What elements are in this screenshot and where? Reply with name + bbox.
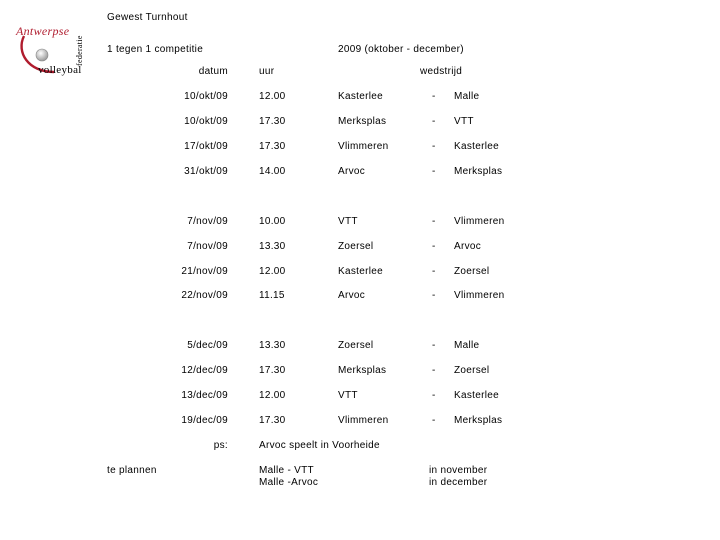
match-separator: - (432, 290, 436, 301)
match-time: 13.30 (259, 241, 286, 252)
match-away-team: Merksplas (454, 166, 503, 177)
match-separator: - (432, 365, 436, 376)
match-away-team: VTT (454, 116, 474, 127)
column-header-date: datum (198, 66, 228, 77)
region-title: Gewest Turnhout (107, 12, 188, 23)
match-date: 17/okt/09 (184, 141, 228, 152)
match-home-team: Vlimmeren (338, 141, 389, 152)
planning-label: te plannen (107, 465, 157, 476)
match-home-team: Kasterlee (338, 91, 383, 102)
match-separator: - (432, 266, 436, 277)
match-away-team: Arvoc (454, 241, 482, 252)
match-time: 12.00 (259, 91, 286, 102)
match-away-team: Malle (454, 340, 480, 351)
match-home-team: VTT (338, 390, 358, 401)
match-date: 10/okt/09 (184, 116, 228, 127)
match-separator: - (432, 340, 436, 351)
logo-line2: volleybal (38, 64, 82, 76)
planning-when-1: in november (429, 465, 488, 476)
match-time: 17.30 (259, 141, 286, 152)
match-home-team: Arvoc (338, 290, 366, 301)
match-date: 21/nov/09 (181, 266, 228, 277)
logo-line1: Antwerpse (16, 24, 70, 38)
match-time: 13.30 (259, 340, 286, 351)
match-home-team: Vlimmeren (338, 415, 389, 426)
match-date: 7/nov/09 (187, 241, 228, 252)
match-separator: - (432, 216, 436, 227)
match-home-team: Merksplas (338, 365, 387, 376)
match-separator: - (432, 390, 436, 401)
match-separator: - (432, 141, 436, 152)
match-home-team: VTT (338, 216, 358, 227)
match-date: 13/dec/09 (181, 390, 228, 401)
note-text: Arvoc speelt in Voorheide (259, 440, 380, 451)
match-home-team: Kasterlee (338, 266, 383, 277)
match-separator: - (432, 415, 436, 426)
match-date: 31/okt/09 (184, 166, 228, 177)
season-title: 2009 (oktober - december) (338, 44, 464, 55)
match-away-team: Merksplas (454, 415, 503, 426)
match-time: 12.00 (259, 390, 286, 401)
competition-title: 1 tegen 1 competitie (107, 44, 204, 55)
match-away-team: Zoersel (454, 365, 490, 376)
match-date: 19/dec/09 (181, 415, 228, 426)
match-home-team: Zoersel (338, 340, 374, 351)
planning-when-2: in december (429, 477, 488, 488)
match-home-team: Arvoc (338, 166, 366, 177)
match-date: 22/nov/09 (181, 290, 228, 301)
match-home-team: Merksplas (338, 116, 387, 127)
match-away-team: Vlimmeren (454, 290, 505, 301)
match-separator: - (432, 91, 436, 102)
match-time: 17.30 (259, 415, 286, 426)
match-time: 10.00 (259, 216, 286, 227)
note-label: ps: (213, 440, 228, 451)
match-separator: - (432, 241, 436, 252)
column-header-time: uur (259, 66, 275, 77)
column-header-match: wedstrijd (420, 66, 463, 77)
federation-logo (14, 22, 90, 80)
volleyball-icon (36, 49, 48, 61)
match-away-team: Kasterlee (454, 141, 499, 152)
planning-match-1: Malle - VTT (259, 465, 314, 476)
match-home-team: Zoersel (338, 241, 374, 252)
match-date: 5/dec/09 (187, 340, 228, 351)
match-away-team: Vlimmeren (454, 216, 505, 227)
match-date: 12/dec/09 (181, 365, 228, 376)
match-time: 17.30 (259, 365, 286, 376)
match-date: 7/nov/09 (187, 216, 228, 227)
match-away-team: Malle (454, 91, 480, 102)
match-away-team: Kasterlee (454, 390, 499, 401)
match-time: 11.15 (259, 290, 285, 301)
match-separator: - (432, 166, 436, 177)
planning-match-2: Malle -Arvoc (259, 477, 319, 488)
logo-side-text: federatie (75, 35, 84, 66)
match-time: 17.30 (259, 116, 286, 127)
match-time: 12.00 (259, 266, 286, 277)
match-away-team: Zoersel (454, 266, 490, 277)
match-time: 14.00 (259, 166, 286, 177)
match-date: 10/okt/09 (184, 91, 228, 102)
match-separator: - (432, 116, 436, 127)
